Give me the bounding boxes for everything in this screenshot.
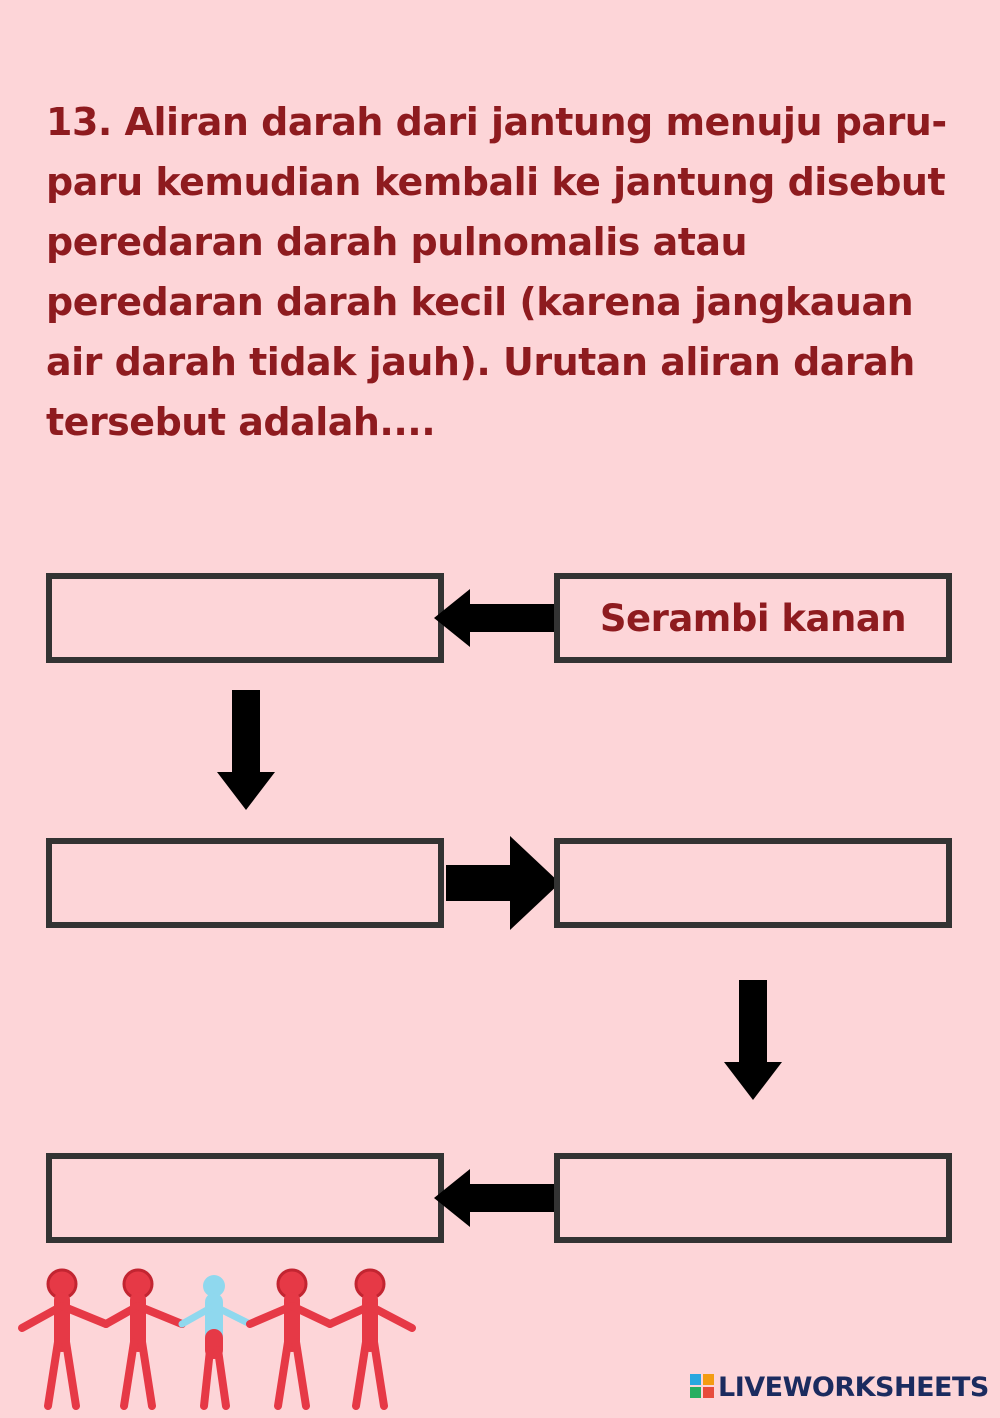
question-line: 13. Aliran darah dari jantung menuju paru- [46,100,947,144]
answer-input-2[interactable] [52,844,438,922]
logo-text: LIVEWORKSHEETS [718,1372,989,1403]
question-line: peredaran darah pulnomalis atau [46,220,748,264]
given-box-serambi-kanan [554,573,952,663]
people-holding-hands-illustration [14,1266,424,1418]
person-figure-icon [106,1270,182,1406]
question-line: tersebut adalah.... [46,400,436,444]
arrow-left-icon [434,587,554,649]
answer-input-5[interactable] [52,1159,438,1237]
question-line: paru kemudian kembali ke jantung disebut [46,160,946,204]
answer-input-4[interactable] [560,1159,946,1237]
answer-input-3[interactable] [560,844,946,922]
answer-box-4[interactable] [554,1153,952,1243]
arrow-down-icon [215,690,277,812]
liveworksheets-logo-icon [690,1374,714,1402]
answer-box-5[interactable] [46,1153,444,1243]
question-line: air darah tidak jauh). Urutan aliran darah [46,340,915,384]
question-line: peredaran darah kecil (karena jangkauan [46,280,914,324]
person-figure-icon [22,1270,106,1406]
answer-box-1[interactable] [46,573,444,663]
answer-box-2[interactable] [46,838,444,928]
arrow-down-icon [722,980,784,1102]
question-text [46,92,966,452]
answer-box-3[interactable] [554,838,952,928]
arrow-right-icon [446,836,562,930]
liveworksheets-logo [690,1372,989,1403]
person-figure-icon [182,1275,250,1406]
person-figure-icon [330,1270,412,1406]
person-figure-icon [250,1270,330,1406]
answer-input-1[interactable] [52,579,438,657]
arrow-left-icon [434,1167,554,1229]
given-label: Serambi kanan [599,596,907,640]
